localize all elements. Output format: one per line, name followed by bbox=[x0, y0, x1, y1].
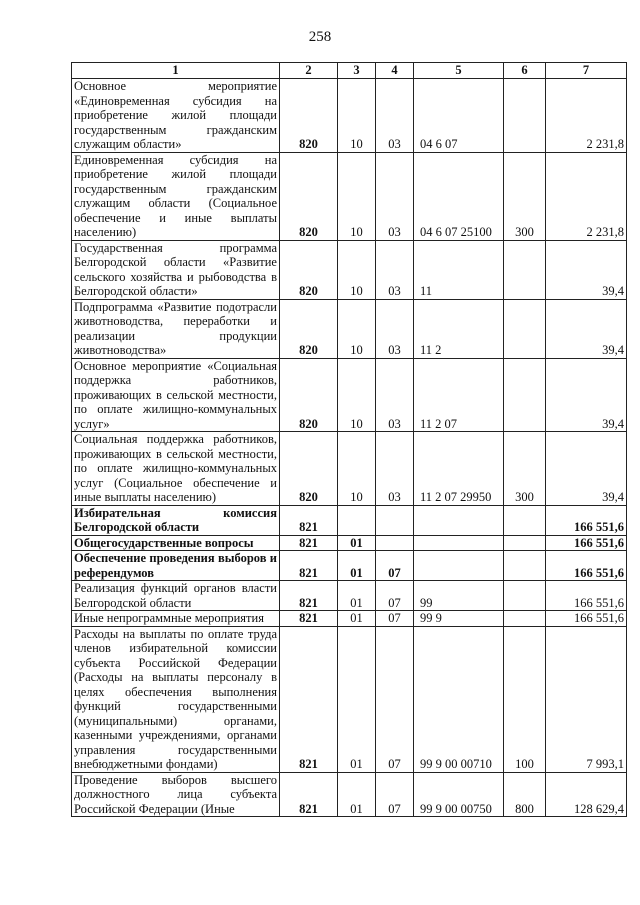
table-row bbox=[72, 551, 627, 581]
row-section bbox=[338, 505, 376, 535]
row-section: 10 bbox=[338, 79, 376, 153]
row-section: 10 bbox=[338, 152, 376, 240]
row-amount: 128 629,4 bbox=[546, 772, 627, 817]
row-subsection: 07 bbox=[376, 772, 414, 817]
row-expense-type bbox=[504, 551, 546, 581]
row-amount: 39,4 bbox=[546, 299, 627, 358]
row-subsection: 07 bbox=[376, 611, 414, 627]
table-row bbox=[72, 299, 627, 358]
row-amount: 7 993,1 bbox=[546, 626, 627, 772]
row-subsection: 03 bbox=[376, 79, 414, 153]
row-section: 01 bbox=[338, 772, 376, 817]
row-expense-type: 800 bbox=[504, 772, 546, 817]
header-col-6: 6 bbox=[504, 63, 546, 79]
row-target-article: 04 6 07 25100 bbox=[414, 152, 504, 240]
row-ministry-code: 820 bbox=[280, 432, 338, 506]
row-amount: 166 551,6 bbox=[546, 551, 627, 581]
row-expense-type bbox=[504, 358, 546, 432]
row-section: 01 bbox=[338, 581, 376, 611]
row-subsection: 03 bbox=[376, 152, 414, 240]
row-expense-type bbox=[504, 505, 546, 535]
row-ministry-code: 821 bbox=[280, 581, 338, 611]
row-amount: 2 231,8 bbox=[546, 152, 627, 240]
header-col-2: 2 bbox=[280, 63, 338, 79]
row-expense-type bbox=[504, 535, 546, 551]
row-target-article: 99 bbox=[414, 581, 504, 611]
row-subsection: 07 bbox=[376, 551, 414, 581]
row-target-article bbox=[414, 551, 504, 581]
row-amount: 2 231,8 bbox=[546, 79, 627, 153]
row-subsection: 03 bbox=[376, 358, 414, 432]
row-expense-type bbox=[504, 581, 546, 611]
row-amount: 166 551,6 bbox=[546, 611, 627, 627]
row-ministry-code: 821 bbox=[280, 535, 338, 551]
row-target-article bbox=[414, 535, 504, 551]
row-ministry-code: 820 bbox=[280, 299, 338, 358]
row-ministry-code: 821 bbox=[280, 551, 338, 581]
row-subsection: 07 bbox=[376, 626, 414, 772]
row-ministry-code: 820 bbox=[280, 240, 338, 299]
table-row bbox=[72, 626, 627, 772]
row-description: Единовременная субсидия на приобретение жилой площади государственным гражданским служащим области (Социальное обеспечение и иные выплаты населению) bbox=[72, 152, 280, 240]
row-description: Подпрограмма «Развитие подотрасли животноводства, переработки и реализации продукции животноводства» bbox=[72, 299, 280, 358]
row-target-article: 99 9 00 00750 bbox=[414, 772, 504, 817]
row-amount: 39,4 bbox=[546, 240, 627, 299]
header-col-7: 7 bbox=[546, 63, 627, 79]
row-expense-type bbox=[504, 240, 546, 299]
row-amount: 166 551,6 bbox=[546, 581, 627, 611]
row-expense-type: 300 bbox=[504, 432, 546, 506]
table-row bbox=[72, 581, 627, 611]
row-section: 10 bbox=[338, 432, 376, 506]
row-amount: 39,4 bbox=[546, 358, 627, 432]
row-section: 10 bbox=[338, 358, 376, 432]
row-subsection: 03 bbox=[376, 240, 414, 299]
row-amount: 39,4 bbox=[546, 432, 627, 506]
table-row bbox=[72, 79, 627, 153]
table-row bbox=[72, 358, 627, 432]
row-description: Государственная программа Белгородской области «Развитие сельского хозяйства и рыбоводства в Белгородской области» bbox=[72, 240, 280, 299]
row-subsection bbox=[376, 505, 414, 535]
row-target-article: 11 2 07 29950 bbox=[414, 432, 504, 506]
row-expense-type bbox=[504, 611, 546, 627]
row-ministry-code: 820 bbox=[280, 152, 338, 240]
row-expense-type: 300 bbox=[504, 152, 546, 240]
row-amount: 166 551,6 bbox=[546, 535, 627, 551]
row-expense-type: 100 bbox=[504, 626, 546, 772]
table-row bbox=[72, 535, 627, 551]
row-section: 10 bbox=[338, 240, 376, 299]
row-description: Расходы на выплаты по оплате труда членов избирательной комиссии субъекта Российской Федерации (Расходы на выплаты персоналу в целях обеспечения выполнения функций государственными (муниципальными) органами, казенными учреждениями, органами управления государственными внебюджетными фондами) bbox=[72, 626, 280, 772]
row-expense-type bbox=[504, 299, 546, 358]
row-section: 10 bbox=[338, 299, 376, 358]
row-description: Социальная поддержка работников, проживающих в сельской местности, по оплате жилищно-коммунальных услуг (Социальное обеспечение и иные выплаты населению) bbox=[72, 432, 280, 506]
row-description: Проведение выборов высшего должностного лица субъекта Российской Федерации (Иные bbox=[72, 772, 280, 817]
row-ministry-code: 821 bbox=[280, 505, 338, 535]
table-row bbox=[72, 152, 627, 240]
row-section: 01 bbox=[338, 551, 376, 581]
header-col-3: 3 bbox=[338, 63, 376, 79]
row-subsection: 03 bbox=[376, 432, 414, 506]
row-target-article: 04 6 07 bbox=[414, 79, 504, 153]
table-row bbox=[72, 505, 627, 535]
row-ministry-code: 821 bbox=[280, 772, 338, 817]
row-subsection: 07 bbox=[376, 581, 414, 611]
row-description: Обеспечение проведения выборов и референдумов bbox=[72, 551, 280, 581]
row-description: Основное мероприятие «Социальная поддержка работников, проживающих в сельской местности, по оплате жилищно-коммунальных услуг» bbox=[72, 358, 280, 432]
row-amount: 166 551,6 bbox=[546, 505, 627, 535]
row-subsection: 03 bbox=[376, 299, 414, 358]
row-subsection bbox=[376, 535, 414, 551]
row-ministry-code: 821 bbox=[280, 626, 338, 772]
budget-table bbox=[71, 62, 627, 817]
row-target-article: 11 2 bbox=[414, 299, 504, 358]
row-expense-type bbox=[504, 79, 546, 153]
row-description: Реализация функций органов власти Белгородской области bbox=[72, 581, 280, 611]
table-row bbox=[72, 432, 627, 506]
row-target-article: 99 9 bbox=[414, 611, 504, 627]
row-target-article bbox=[414, 505, 504, 535]
page-number: 258 bbox=[308, 29, 332, 45]
row-target-article: 11 bbox=[414, 240, 504, 299]
table-row bbox=[72, 772, 627, 817]
row-target-article: 11 2 07 bbox=[414, 358, 504, 432]
header-row bbox=[72, 63, 627, 79]
row-ministry-code: 821 bbox=[280, 611, 338, 627]
row-section: 01 bbox=[338, 535, 376, 551]
row-section: 01 bbox=[338, 626, 376, 772]
row-ministry-code: 820 bbox=[280, 79, 338, 153]
table-row bbox=[72, 240, 627, 299]
header-col-1: 1 bbox=[72, 63, 280, 79]
row-description: Основное мероприятие «Единовременная субсидия на приобретение жилой площади государственным гражданским служащим области» bbox=[72, 79, 280, 153]
row-ministry-code: 820 bbox=[280, 358, 338, 432]
row-description: Общегосударственные вопросы bbox=[72, 535, 280, 551]
table-row bbox=[72, 611, 627, 627]
row-target-article: 99 9 00 00710 bbox=[414, 626, 504, 772]
header-col-4: 4 bbox=[376, 63, 414, 79]
row-description: Избирательная комиссия Белгородской области bbox=[72, 505, 280, 535]
row-section: 01 bbox=[338, 611, 376, 627]
header-col-5: 5 bbox=[414, 63, 504, 79]
row-description: Иные непрограммные мероприятия bbox=[72, 611, 280, 627]
